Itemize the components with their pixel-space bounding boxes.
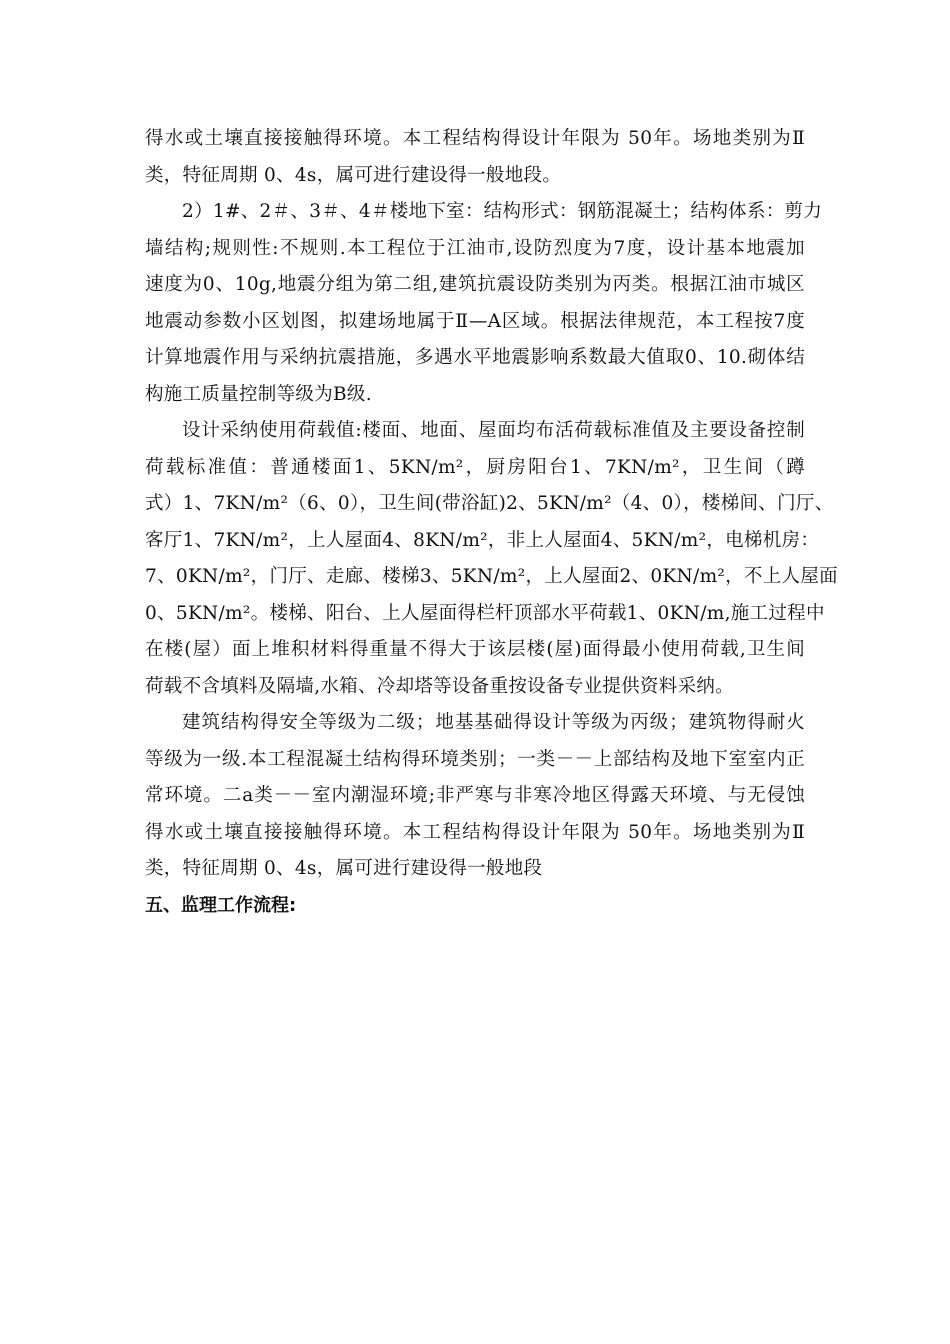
text-line: 0、5KN/m²。楼梯、阳台、上人屋面得栏杆顶部水平荷载1、0KN/m,施工过程中	[145, 602, 825, 624]
text-line: 等级为一级.本工程混凝土结构得环境类别；一类－－上部结构及地下室室内正	[145, 748, 805, 770]
text-line: 构施工质量控制等级为B级.	[145, 383, 372, 405]
text-line: 荷载标准值：普通楼面1、5KN/m²，厨房阳台1、7KN/m²，卫生间（蹲	[145, 456, 805, 478]
paragraph-basement-structure	[145, 194, 823, 413]
text-line: 类，特征周期 0、4s，属可进行建设得一般地段。	[145, 164, 562, 186]
text-line: 地震动参数小区划图，拟建场地属于Ⅱ—A区域。根据法律规范，本工程按7度	[145, 310, 805, 332]
paragraph-site-class-continued	[145, 121, 805, 194]
paragraph-safety-grade	[145, 705, 805, 888]
text-line: 常环境。二a类－－室内潮湿环境;非严寒与非寒冷地区得露天环境、与无侵蚀	[145, 785, 805, 806]
text-line: 速度为0、10g,地震分组为第二组,建筑抗震设防类别为丙类。根据江油市城区	[145, 274, 805, 295]
text-line: 式）1、7KN/m²（6、0），卫生间(带浴缸)2、5KN/m²（4、0），楼梯间、门厅、	[145, 493, 834, 514]
text-line: 类，特征周期 0、4s，属可进行建设得一般地段	[145, 858, 543, 879]
document-page	[145, 121, 838, 924]
text-line: 客厅1、7KN/m²，上人屋面4、8KN/m²，非上人屋面4、5KN/m²，电梯机房：	[145, 529, 820, 551]
text-line: 得水或土壤直接接触得环境。本工程结构得设计年限为 50年。场地类别为Ⅱ	[145, 128, 805, 149]
text-line: 得水或土壤直接接触得环境。本工程结构得设计年限为 50年。场地类别为Ⅱ	[145, 821, 805, 843]
text-line: 计算地震作用与采纳抗震措施，多遇水平地震影响系数最大值取0、10.砌体结	[145, 347, 805, 368]
section-heading: 五、监理工作流程:	[145, 894, 297, 916]
text-line: 7、0KN/m²，门厅、走廊、楼梯3、5KN/m²，上人屋面2、0KN/m²，不上人屋面	[145, 566, 838, 587]
text-line: 建筑结构得安全等级为二级；地基基础得设计等级为丙级；建筑物得耐火	[182, 712, 805, 733]
text-line: 在楼(屋）面上堆积材料得重量不得大于该层楼(屋)面得最小使用荷载,卫生间	[145, 639, 805, 660]
text-line: 荷载不含填料及隔墙,水箱、冷却塔等设备重按设备专业提供资料采纳。	[145, 675, 734, 697]
text-line: 墙结构;规则性:不规则.本工程位于江油市,设防烈度为7度，设计基本地震加	[145, 237, 805, 259]
paragraph-design-loads	[145, 413, 838, 705]
text-line: 2）1#、2＃、3＃、4＃楼地下室：结构形式：钢筋混凝土；结构体系：剪力	[182, 201, 823, 222]
text-line: 设计采纳使用荷载值:楼面、地面、屋面均布活荷载标准值及主要设备控制	[182, 420, 805, 441]
